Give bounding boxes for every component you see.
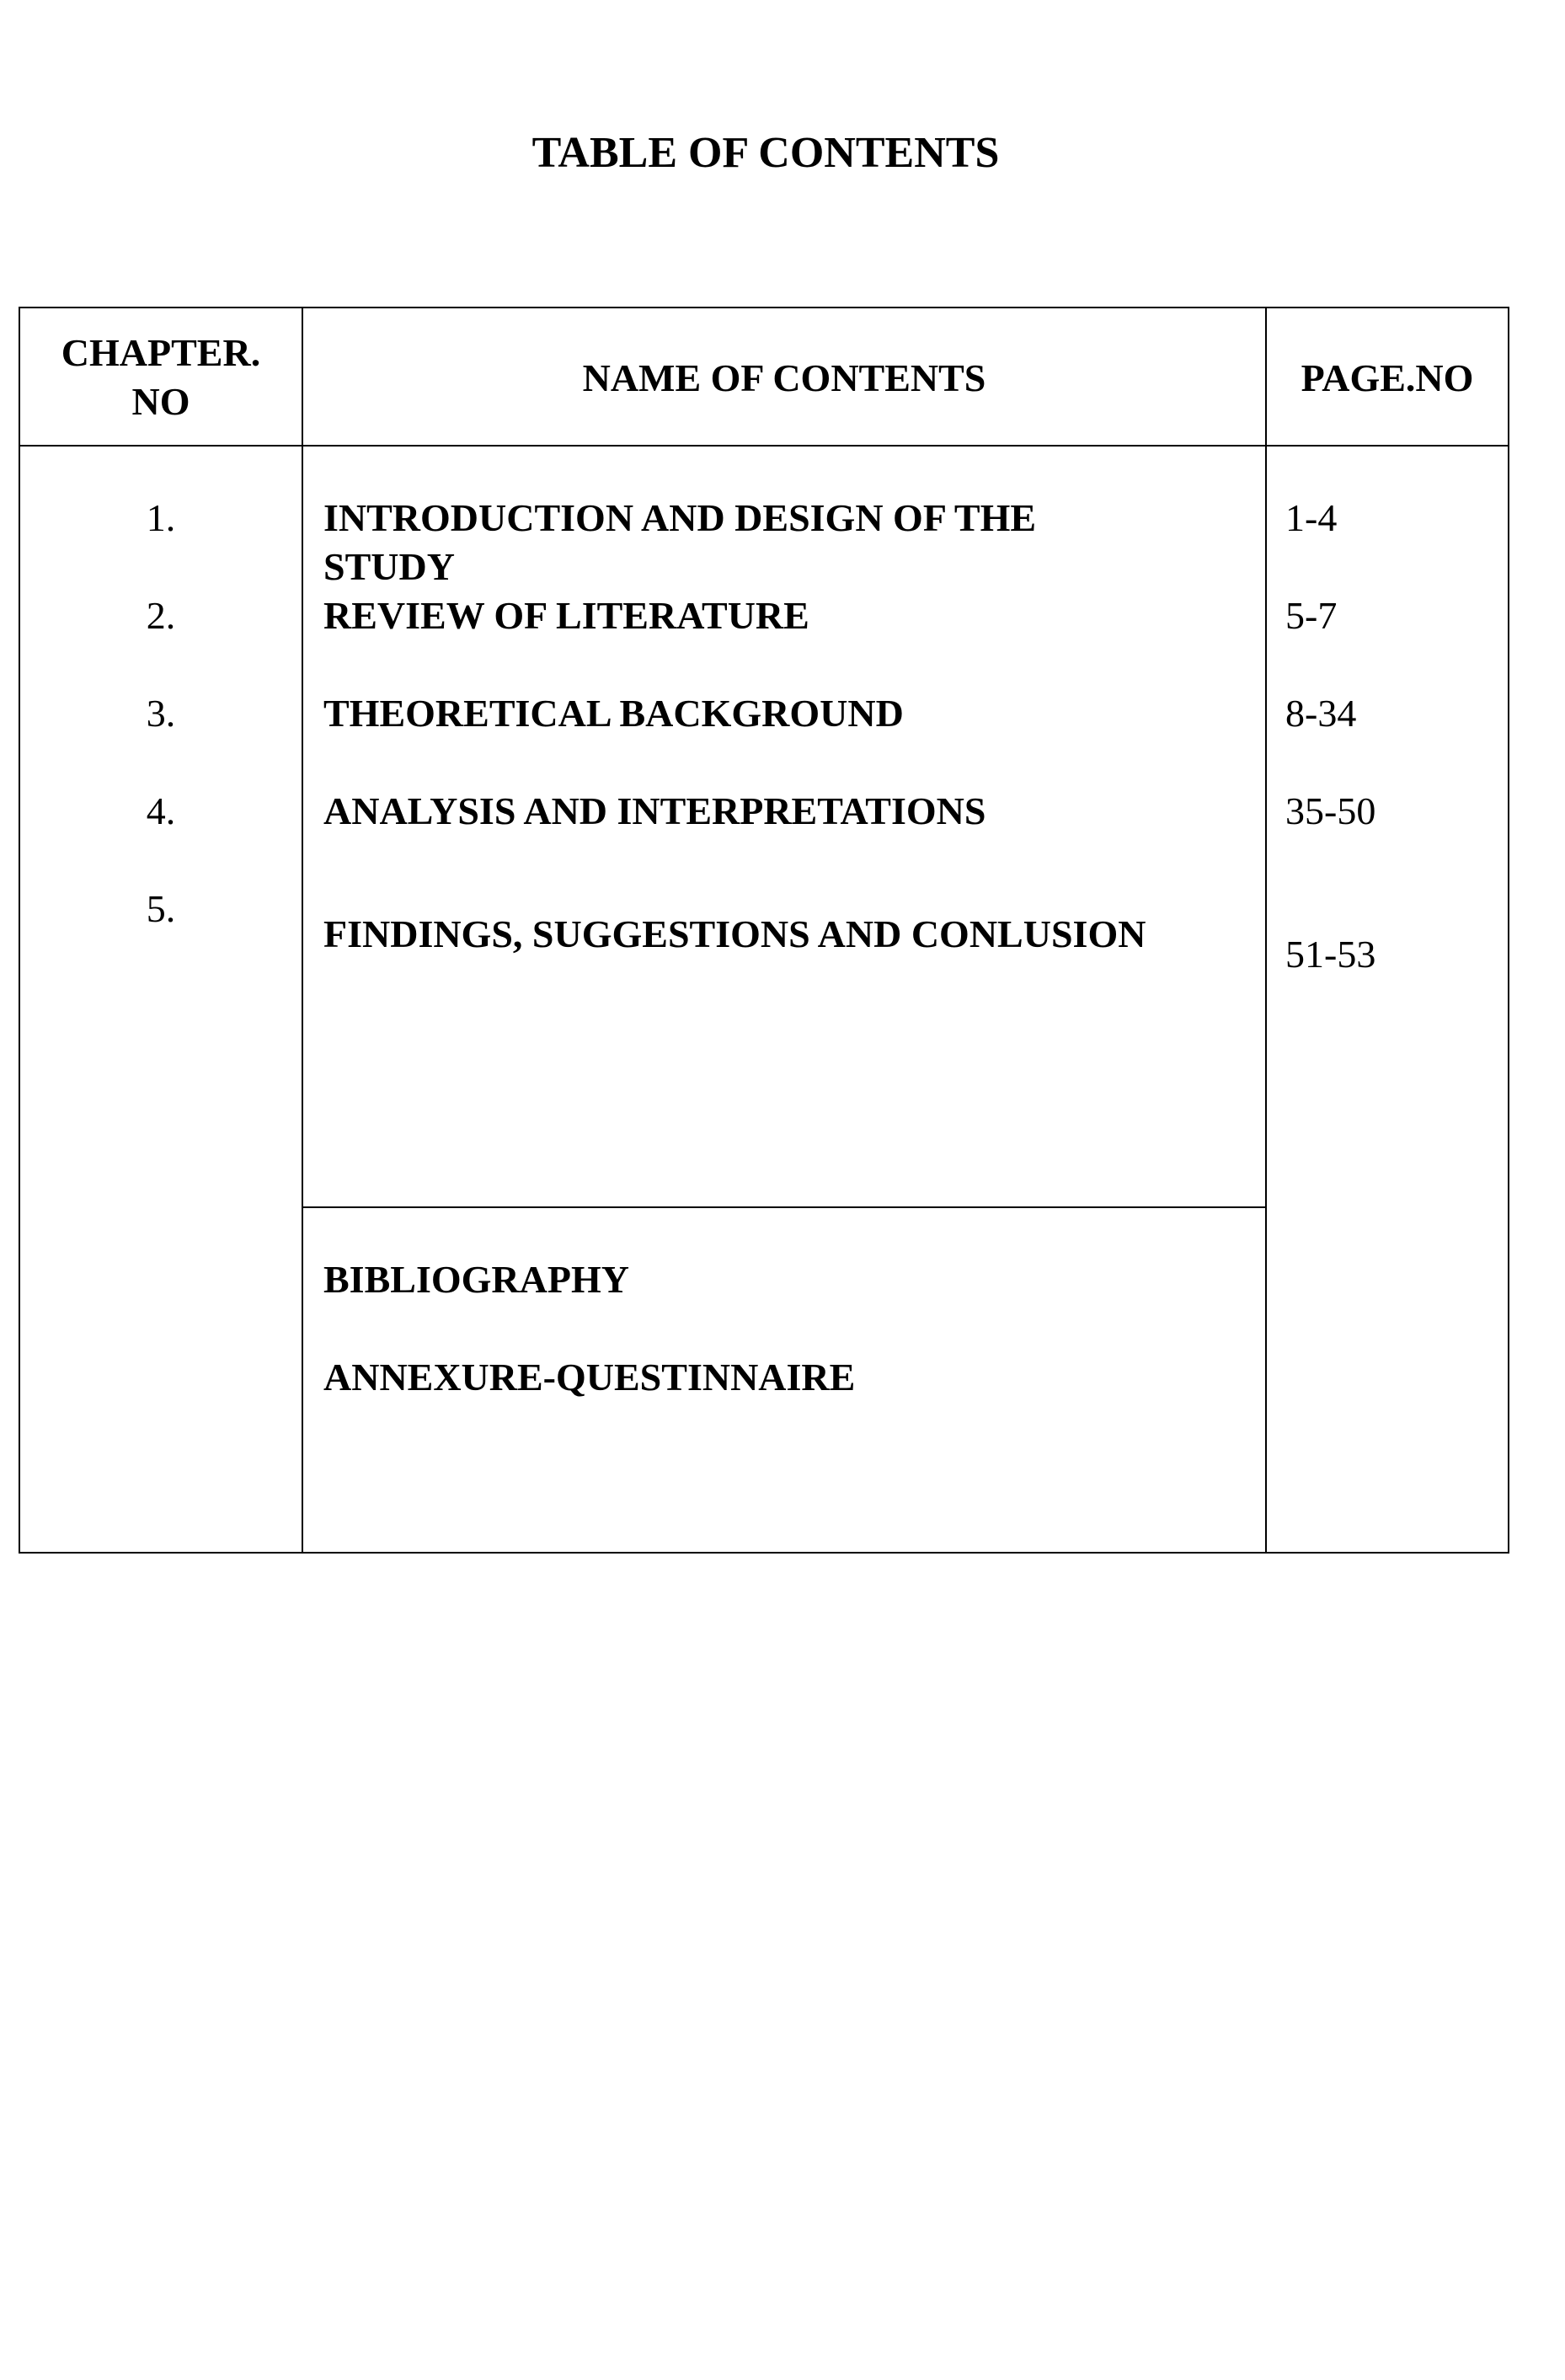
page-title: TABLE OF CONTENTS — [531, 129, 1000, 177]
chapter-title: REVIEW OF LITERATURE — [323, 594, 809, 637]
page-range: 8-34 — [1285, 692, 1357, 735]
chapter-title-line1: INTRODUCTION AND DESIGN OF THE — [323, 496, 1037, 539]
appendix-divider — [302, 1206, 1267, 1208]
header-page-no: PAGE.NO — [1301, 356, 1474, 399]
chapter-title: FINDINGS, SUGGESTIONS AND CONLUSION — [323, 912, 1146, 955]
chapter-title: THEORETICAL BACKGROUND — [323, 692, 904, 735]
appendix-annexure: ANNEXURE-QUESTINNAIRE — [323, 1356, 856, 1399]
chapter-number: 3. — [146, 692, 176, 735]
page-range: 1-4 — [1285, 496, 1338, 539]
header-divider — [20, 445, 1508, 447]
header-chapter-line2: NO — [131, 380, 190, 423]
chapter-number: 4. — [146, 789, 176, 832]
appendix-bibliography: BIBLIOGRAPHY — [323, 1258, 629, 1301]
chapter-title: ANALYSIS AND INTERPRETATIONS — [323, 789, 986, 832]
chapter-title — [323, 494, 1036, 591]
header-chapter-line1: CHAPTER. — [61, 331, 261, 374]
contents-table — [19, 307, 1509, 1554]
chapter-number: 1. — [146, 496, 176, 539]
chapter-number: 5. — [146, 887, 176, 930]
column-divider-chapter — [302, 308, 303, 1552]
column-divider-page — [1265, 308, 1267, 1552]
chapter-title-line2: STUDY — [323, 545, 455, 588]
page-range: 5-7 — [1285, 594, 1338, 637]
chapter-number: 2. — [146, 594, 176, 637]
page-range: 51-53 — [1285, 933, 1376, 976]
page-range: 35-50 — [1285, 789, 1376, 832]
header-name-of-contents: NAME OF CONTENTS — [582, 356, 986, 399]
header-chapter-no — [20, 329, 302, 426]
